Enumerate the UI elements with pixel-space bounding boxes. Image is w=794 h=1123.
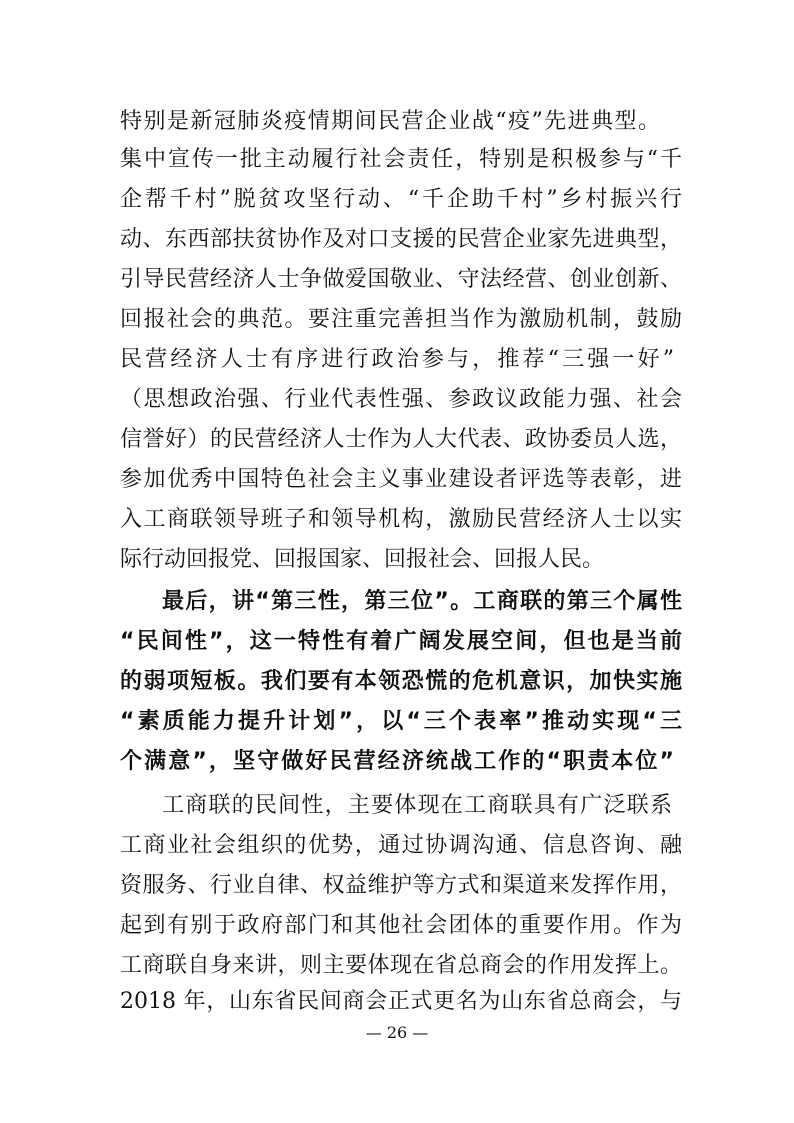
text-line: 特别是新冠肺炎疫情期间民营企业战“疫”先进典型。 [120,109,660,134]
text-line: 引导民营经济人士争做爱国敬业、守法经营、创业创新、 [120,267,682,292]
text-line: 际行动回报党、回报国家、回报社会、回报人民。 [120,547,605,572]
text-line: 工商联的民间性，主要体现在工商联具有广泛联系 [162,793,672,818]
text-line: 最后，讲“第三性，第三位”。工商联的第三个属性 [162,589,682,614]
text-line: 入工商联领导班子和领导机构，激励民营经济人士以实 [120,507,682,532]
text-line: 回报社会的典范。要注重完善担当作为激励机制，鼓励 [120,307,682,332]
text-line: 企帮千村”脱贫攻坚行动、“千企助千村”乡村振兴行 [120,187,682,212]
text-line: 个满意”，坚守做好民营经济统战工作的“职责本位” [120,749,674,774]
text-line: 工商业社会组织的优势，通过协调沟通、信息咨询、融 [120,833,682,858]
text-line: 2018 年，山东省民间商会正式更名为山东省总商会，与 [120,989,682,1014]
text-line: 起到有别于政府部门和其他社会团体的重要作用。作为 [120,913,682,938]
text-line: 资服务、行业自律、权益维护等方式和渠道来发挥作用， [120,873,682,898]
text-line: 信誉好）的民营经济人士作为人大代表、政协委员人选， [120,427,682,452]
text-line: 的弱项短板。我们要有本领恐慌的危机意识，加快实施 [120,669,682,694]
text-line: “素质能力提升计划”，以“三个表率”推动实现“三 [120,709,682,734]
text-line: （思想政治强、行业代表性强、参政议政能力强、社会 [120,387,682,412]
text-line: 工商联自身来讲，则主要体现在省总商会的作用发挥上。 [120,953,682,978]
text-line: 参加优秀中国特色社会主义事业建设者评选等表彰，进 [120,467,682,492]
text-line: 民营经济人士有序进行政治参与，推荐“三强一好” [120,347,674,372]
text-line: “民间性”，这一特性有着广阔发展空间，但也是当前 [120,629,682,654]
page-number: — 26 — [365,1023,429,1042]
text-line: 集中宣传一批主动履行社会责任，特别是积极参与“千 [120,147,682,172]
text-line: 动、东西部扶贫协作及对口支援的民营企业家先进典型， [120,227,682,252]
